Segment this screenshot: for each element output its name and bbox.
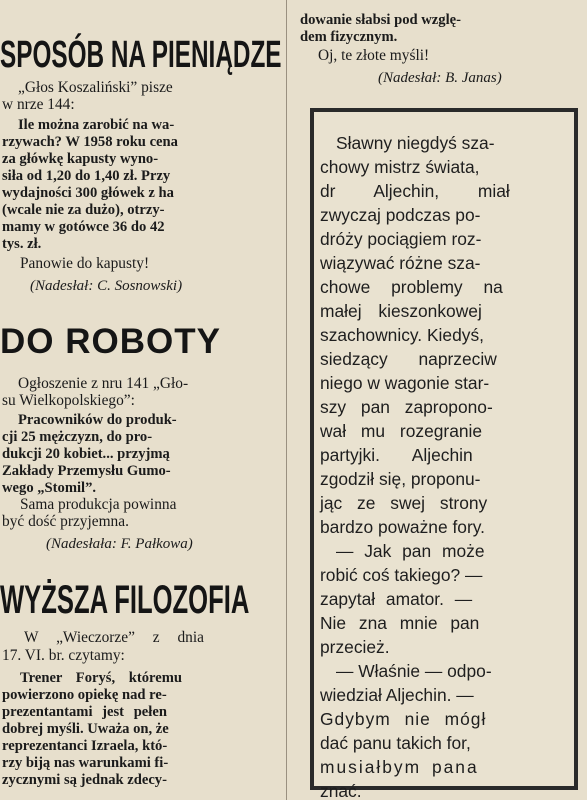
box-line: niego w wagonie star-	[320, 373, 490, 393]
box-line: bardzo poważne fory.	[320, 517, 485, 537]
box-line: przecież.	[320, 637, 390, 657]
box-line: wał mu rozegranie	[320, 421, 483, 441]
box-line: dr Aljechin, miał	[320, 181, 510, 201]
section3-quote-line: reprezentanci Izraela, któ-	[2, 738, 168, 754]
section1-quote-line: siła od 1,20 do 1,40 zł. Przy	[2, 168, 171, 184]
box-line: wiązywać różne sza-	[320, 253, 481, 273]
section1-quote-line: wydajności 300 główek z ha	[2, 185, 174, 201]
section3-quote-line: rzy biją nas warunkami fi-	[2, 755, 169, 771]
box-line: zgodził się, proponu-	[320, 469, 481, 489]
box-line: robić coś takiego? —	[320, 565, 483, 585]
section1-quote-line: Ile można zarobić na wa-	[18, 117, 175, 133]
box-line: szy pan zapropono-	[320, 397, 493, 417]
section1-quote-line: mamy w gotówce 36 do 42	[2, 219, 165, 235]
section3-intro-line-1: W „Wieczorze” z dnia	[24, 629, 204, 646]
section2-quote-line: dukcji 20 kobiet... przyjmą	[2, 446, 170, 462]
box-line: Gdybym nie mógł	[320, 709, 487, 729]
box-line: wiedział Aljechin. —	[320, 685, 474, 705]
section3-quote-line: prezentantami jest pełen	[2, 704, 167, 720]
section3-credit: (Nadesłał: B. Janas)	[378, 70, 502, 86]
box-line: znać.	[320, 781, 362, 800]
section2-quote-line: wego „Stomil”.	[2, 480, 97, 496]
box-line: jąc ze swej strony	[320, 493, 488, 513]
section1-quote-line: za główkę kapusty wyno-	[2, 151, 159, 167]
box-line: — Właśnie — odpo-	[336, 661, 492, 681]
box-line: zwyczaj podczas po-	[320, 205, 481, 225]
box-line: partyjki. Aljechin	[320, 445, 473, 465]
box-line: siedzący naprzeciw	[320, 349, 497, 369]
section2-quote-line: Pracowników do produk-	[18, 412, 177, 428]
section3-intro-line-2: 17. VI. br. czytamy:	[2, 647, 125, 664]
box-line: dać panu takich for,	[320, 733, 471, 753]
section1-intro-line-2: w nrze 144:	[2, 96, 75, 113]
section2-intro-line-1: Ogłoszenie z nru 141 „Gło-	[18, 375, 189, 392]
headline-do-roboty: DO ROBOTY	[0, 322, 221, 361]
box-line: zapytał amator. —	[320, 589, 473, 609]
section3-continuation-line: dowanie słabsi pod wzglę-	[300, 12, 461, 28]
box-line: Sławny niegdyś sza-	[336, 133, 495, 153]
section1-quote-line: (wcale nie za dużo), otrzy-	[2, 202, 165, 218]
box-line: chowy mistrz świata,	[320, 157, 480, 177]
box-line: Nie zna mnie pan	[320, 613, 480, 633]
section1-quote-line: rzywach? W 1958 roku cena	[2, 134, 178, 150]
box-line: dróży pociągiem roz-	[320, 229, 482, 249]
box-line: małej kieszonkowej	[320, 301, 482, 321]
section3-quote-line: Trener Foryś, któremu	[20, 670, 182, 686]
section3-continuation-line: dem fizycznym.	[300, 29, 398, 45]
section3-quote-line: zycznymi są jednak zdecy-	[2, 772, 167, 788]
section2-comment-line: Sama produkcja powinna	[20, 496, 177, 513]
section2-quote-line: Zakłady Przemysłu Gumo-	[2, 463, 171, 479]
section1-comment: Panowie do kapusty!	[20, 255, 150, 272]
section2-quote-line: cji 25 mężczyzn, do pro-	[2, 429, 153, 445]
anecdote-box	[310, 108, 578, 800]
headline-sposob-na-pieniadze: SPOSÓB NA PIENIĄDZE	[0, 34, 282, 76]
box-line: szachownicy. Kiedyś,	[320, 325, 484, 345]
section3-quote-line: powierzono opiekę nad re-	[2, 687, 167, 703]
section1-intro-line-1: „Głos Koszaliński” pisze	[18, 79, 173, 96]
column-divider	[286, 0, 287, 800]
section1-quote-line: tys. zł.	[2, 236, 42, 252]
section2-comment-line: być dość przyjemna.	[2, 513, 129, 530]
section2-credit: (Nadesłała: F. Pałkowa)	[46, 536, 193, 552]
section3-quote-line: dobrej myśli. Uważa on, że	[2, 721, 169, 737]
box-line: chowe problemy na	[320, 277, 503, 297]
box-line: musiałbym pana	[320, 757, 479, 777]
section3-comment: Oj, te złote myśli!	[318, 47, 430, 64]
box-line: — Jak pan może	[336, 541, 485, 561]
headline-wyzsza-filozofia: WYŻSZA FILOZOFIA	[0, 578, 250, 622]
section1-credit: (Nadesłał: C. Sosnowski)	[30, 278, 183, 294]
left-column	[0, 0, 283, 800]
section2-intro-line-2: su Wielkopolskiego”:	[2, 392, 135, 409]
